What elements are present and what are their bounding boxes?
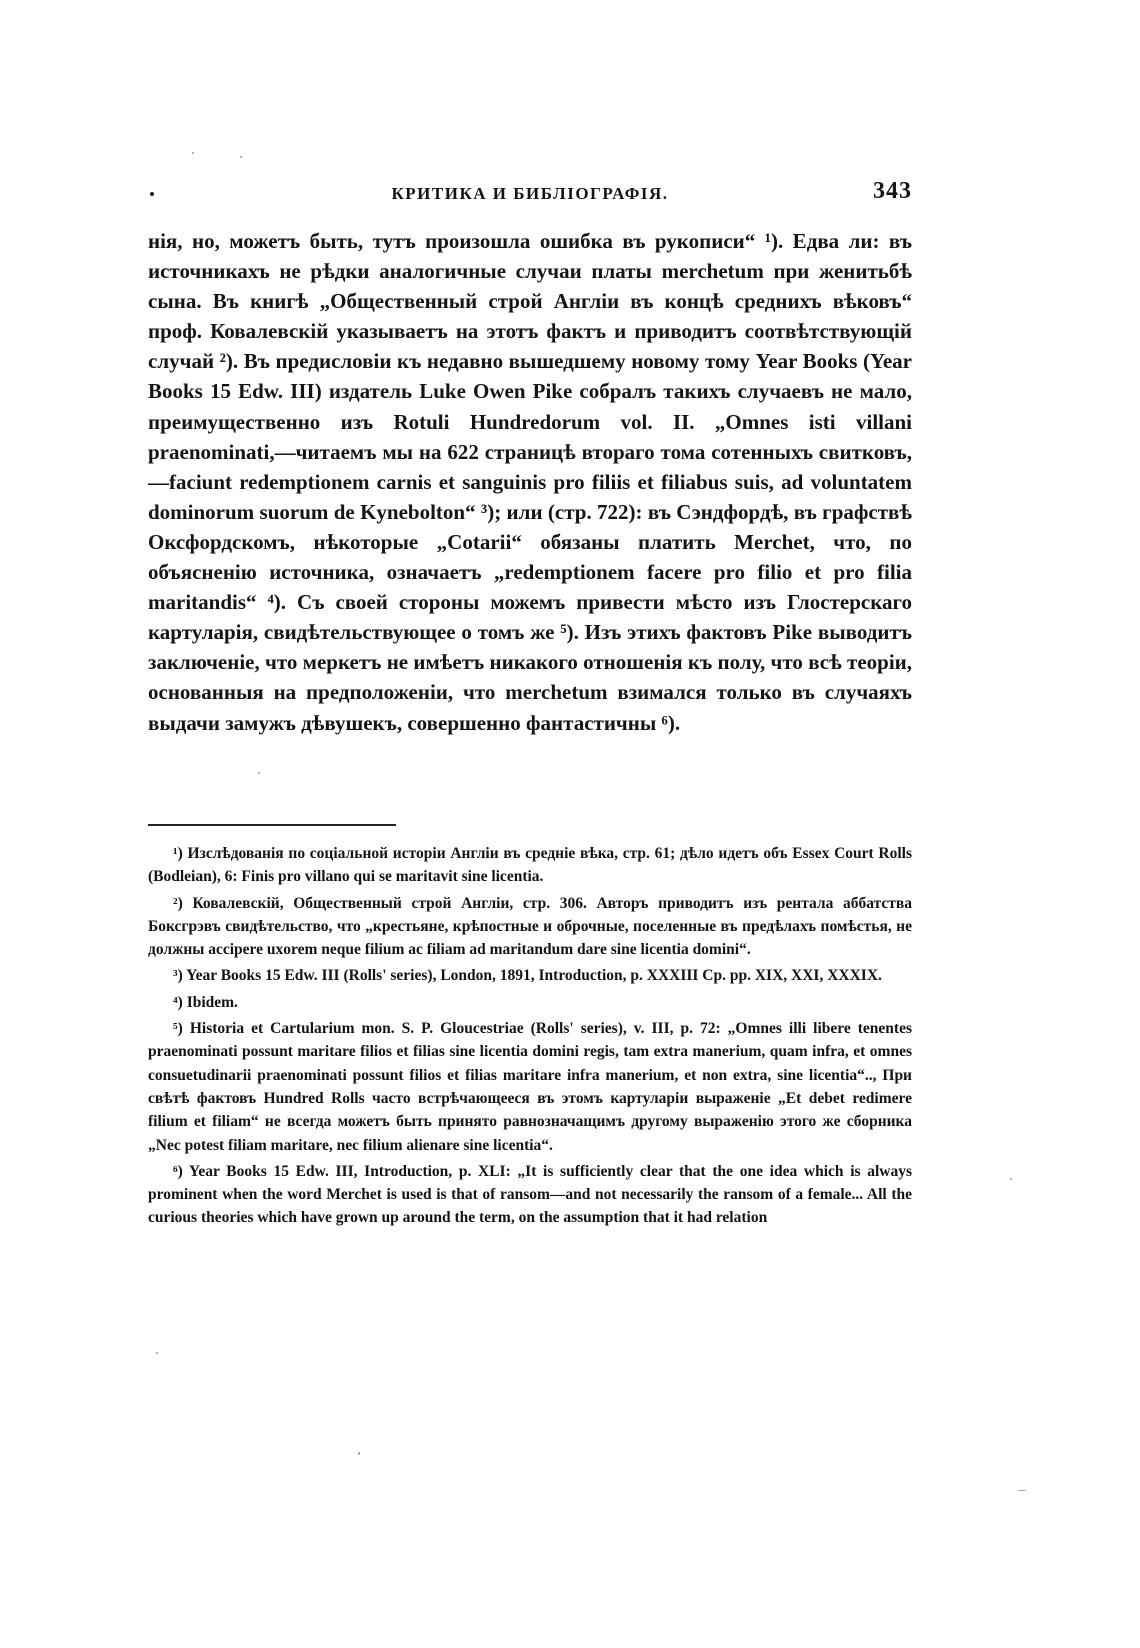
footnote-5 — [148, 1017, 912, 1157]
page-number: 343 — [873, 178, 912, 204]
scan-speck — [1010, 1178, 1012, 1180]
page-header — [148, 178, 912, 212]
footnote-mark: ¹) — [173, 845, 183, 862]
footnote-mark: ⁵) — [173, 1020, 183, 1038]
footnote-mark: ³) — [173, 967, 183, 985]
footnote-mark: ²) — [173, 894, 183, 912]
footnote-separator-rule — [148, 824, 396, 826]
main-paragraph: нія, но, можетъ быть, тутъ произошла ошибка въ рукописи“ ¹). Едва ли: въ источникахъ не рѣдки аналогичные случаи платы merchetum при женитьбѣ сына. Въ книгѣ „Общественный строй Англіи въ концѣ среднихъ вѣковъ“ проф. Ковалевскій указываетъ на этотъ фактъ и приводитъ соотвѣтствующій случай ²). Въ предисловіи къ недавно вышедшему новому тому Year Books (Year Books 15 Edw. III) издатель Luke Owen Pike собралъ такихъ случаевъ не мало, преимущественно изъ Rotuli Hundredorum vol. II. „Omnes isti villani praenominati,—читаемъ мы на 622 страницѣ втораго тома сотенныхъ свитковъ,—faciunt redemptionem carnis et sanguinis pro filiis et filiabus suis, ad voluntatem dominorum suorum de Kynebolton“ ³); или (стр. 722): въ Сэндфордѣ, въ графствѣ Оксфордскомъ, нѣкоторые „Cotarii“ обязаны платить Merchet, что, по объясненію источника, означаетъ „redemptionem facere pro filio et pro filia maritandis“ ⁴). Съ своей стороны можемъ привести мѣсто изъ Глостерскаго картуларія, свидѣтельствующее о томъ же ⁵). Изъ этихъ фактовъ Pike выводитъ заключеніе, что меркетъ не имѣетъ никакого отношенія къ полу, что всѣ теоріи, основанныя на предположеніи, что merchetum взимался только въ случаяхъ выдачи замужъ дѣвушекъ, совершенно фантастичны ⁶). — [148, 229, 912, 735]
footnote-text: Изслѣдованія по соціальной исторіи Англіи въ средніе вѣка, стр. 61; дѣло идетъ объ Essex Court Rolls (Bodleian), 6: Finis pro villano qui se maritavit sine licentia. — [148, 845, 912, 886]
scan-speck — [258, 772, 260, 774]
footnote-text: Year Books 15 Edw. III (Rolls' series), London, 1891, Introduction, p. XXXIII Ср. pp. XIX, XXI, XXXIX. — [186, 967, 882, 985]
scan-speck — [358, 1452, 360, 1455]
footnote-mark: ⁶) — [173, 1162, 183, 1180]
footnote-3 — [148, 964, 912, 987]
footnote-4 — [148, 991, 912, 1014]
scan-speck — [192, 152, 194, 154]
footnote-text: Historia et Cartularium mon. S. P. Gloucestriae (Rolls' series), v. III, p. 72: „Omnes illi libere tenentes praenominati possunt maritare filios et filias sine licentia domini regis, tam extra manerium, quam infra, et omnes consuetudinarii praenominati possunt filios et filias maritare infra manerium, et non extra, sine licentia“.., При свѣтѣ фактовъ Hundred Rolls часто встрѣчающееся въ этомъ картуларіи выраженіе „Et debet redimere filium et filiam“ не всегда можетъ быть принято равнозначащимъ другому выраженію этого же сборника „Nec potest filiam maritare, nec filium alienare sine licentia“. — [148, 1020, 913, 1154]
main-text-block — [148, 226, 912, 738]
footnote-text: Ковалевскій, Общественный строй Англіи, стр. 306. Авторъ приводитъ изъ рентала аббатства Боксгрэвъ свидѣтельство, что „крестьяне, крѣпостные и оброчные, поселенные въ предѣлахъ помѣстья, не должны accipere uxorem neque filium ac filiam ad maritandum dare sine licentia domini“. — [148, 894, 912, 959]
scan-speck — [156, 1352, 158, 1354]
footnotes-block — [148, 842, 912, 1233]
running-title: КРИТИКА И БИБЛІОГРАФІЯ. — [391, 184, 669, 203]
footnote-6 — [148, 1160, 912, 1230]
footnote-2 — [148, 892, 912, 962]
scan-speck — [240, 156, 242, 158]
footnote-1 — [148, 842, 912, 889]
scan-speck — [1018, 1490, 1026, 1491]
footnote-text: Year Books 15 Edw. III, Introduction, p. XLI: „It is sufficiently clear that the one idea which is always prominent when the word Merchet is used is that of ransom—and not necessarily the ransom of a female... All the curious theories which have grown up around the term, on the assumption that it had relation — [148, 1162, 912, 1227]
footnote-text: Ibidem. — [186, 993, 238, 1011]
footnote-mark: ⁴) — [173, 993, 183, 1011]
